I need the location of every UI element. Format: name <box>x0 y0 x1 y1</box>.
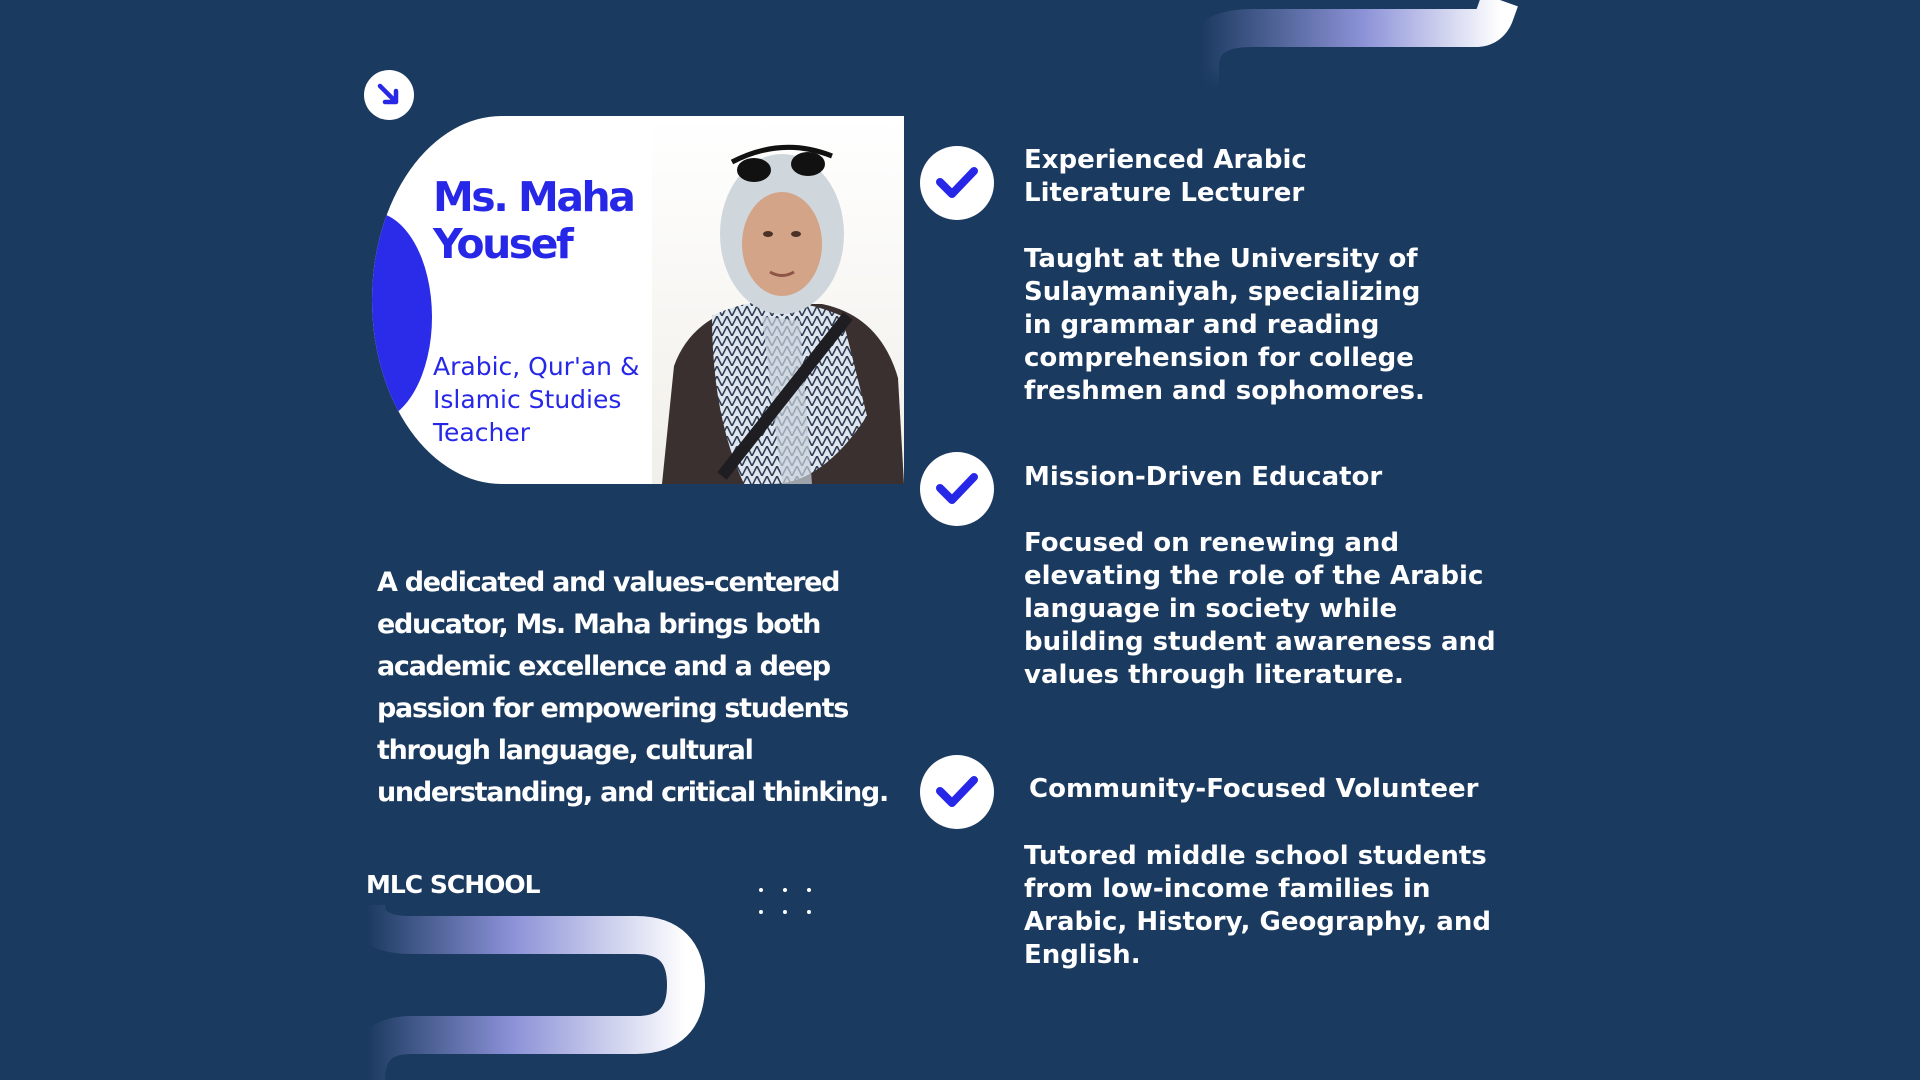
decorative-ribbon-bottom <box>366 905 706 1080</box>
highlight-title-1: Experienced Arabic Literature Lecturer <box>1024 145 1307 208</box>
card-accent-shape <box>372 212 432 422</box>
teacher-name-line2: Yousef <box>433 220 572 268</box>
highlight-body-3: Tutored middle school students from low-income families in Arabic, History, Geography, and English. <box>1024 841 1491 970</box>
teacher-name-line1: Ms. Maha <box>433 173 634 221</box>
check-icon <box>935 775 979 809</box>
decorative-dots <box>757 885 813 917</box>
check-badge-2 <box>920 452 994 526</box>
check-badge-1 <box>920 146 994 220</box>
teacher-name <box>433 174 633 268</box>
intro-paragraph: A dedicated and values-centered educator, Ms. Maha brings both academic excellence and a deep passion for empowering students through language, cultural understanding, and critical thinking. <box>377 567 888 808</box>
highlight-body-1: Taught at the University of Sulaymaniyah, specializing in grammar and reading comprehension for college freshmen and sophomores. <box>1024 244 1425 406</box>
teacher-role: Arabic, Qur'an & Islamic Studies Teacher <box>433 352 640 447</box>
highlight-title-2: Mission-Driven Educator <box>1024 462 1383 492</box>
check-icon <box>935 472 979 506</box>
school-name: MLC SCHOOL <box>366 870 540 899</box>
decorative-ribbon-top <box>1190 0 1540 90</box>
teacher-portrait <box>652 116 904 484</box>
check-icon <box>935 166 979 200</box>
highlight-body-2: Focused on renewing and elevating the role of the Arabic language in society while building student awareness and values through literature. <box>1024 528 1496 690</box>
arrow-down-right-icon <box>376 82 402 108</box>
check-badge-3 <box>920 755 994 829</box>
highlight-title-3: Community-Focused Volunteer <box>1029 774 1479 804</box>
arrow-badge <box>364 70 414 120</box>
profile-card <box>372 116 904 484</box>
